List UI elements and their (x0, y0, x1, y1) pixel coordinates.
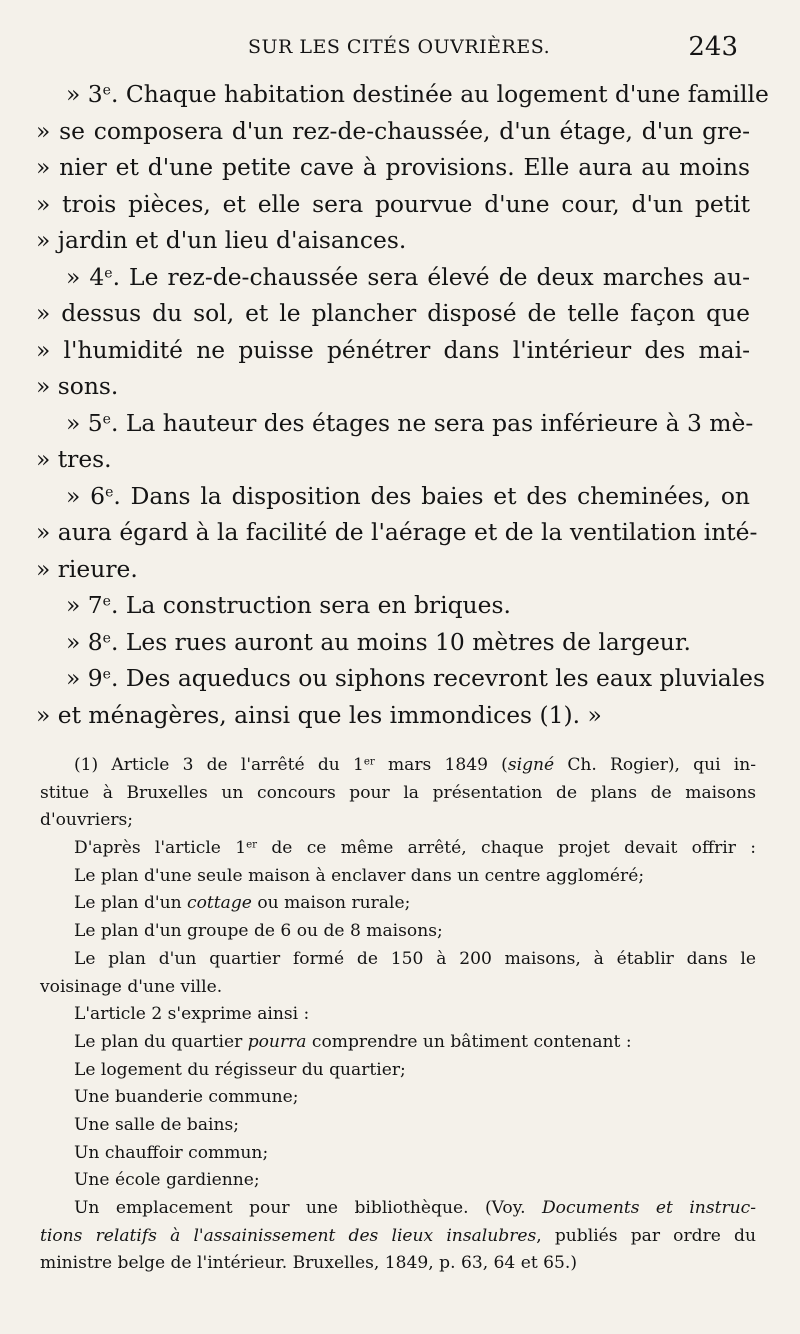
text-line: » dessus du sol, et le plancher disposé de telle façon que (36, 299, 750, 327)
text-line: » 9e. Des aqueducs ou siphons recevront les eaux pluviales (66, 664, 766, 692)
footnote-line: Le plan d'un quartier formé de 150 à 200 maisons, à établir dans le (74, 948, 756, 969)
text-line: » et ménagères, ainsi que les immondices (1). » (36, 700, 602, 729)
footnote-line: Une buanderie commune; (74, 1087, 299, 1108)
text-line: » 8e. Les rues auront au moins 10 mètres de largeur. (66, 627, 691, 656)
footnote-line: Un emplacement pour une bibliothèque. (Voy. Documents et instruc- (74, 1198, 756, 1218)
main-text (36, 76, 769, 733)
text-line: » trois pièces, et elle sera pourvue d'une cour, d'un petit (36, 189, 750, 218)
text-line: » aura égard à la facilité de l'aérage et de la ventilation inté- (36, 518, 758, 546)
footnote-line: voisinage d'une ville. (40, 976, 223, 997)
footnote-line: L'article 2 s'exprime ainsi : (74, 1004, 310, 1025)
footnote-line: d'ouvriers; (40, 810, 134, 831)
text-line: » 3e. Chaque habitation destinée au logement d'une famille (66, 80, 769, 108)
footnote-line: Le plan du quartier pourra comprendre un bâtiment contenant : (74, 1031, 632, 1052)
text-line: » 7e. La construction sera en briques. (66, 591, 511, 619)
footnote-line: Un chauffoir commun; (74, 1142, 269, 1163)
footnote-line: Le plan d'un cottage ou maison rurale; (74, 893, 411, 914)
text-line: » rieure. (36, 554, 138, 583)
footnote-line: (1) Article 3 de l'arrêté du 1er mars 1849 (signé Ch. Rogier), qui in- (74, 755, 757, 775)
page-number: 243 (688, 32, 738, 62)
text-line: » jardin et d'un lieu d'aisances. (36, 226, 407, 254)
page-header (248, 32, 738, 68)
text-line: » nier et d'une petite cave à provisions. Elle aura au moins (36, 153, 750, 181)
running-title: SUR LES CITÉS OUVRIÈRES. (248, 36, 551, 58)
footnote-line: stitue à Bruxelles un concours pour la présentation de plans de maisons (40, 782, 756, 803)
text-line: » tres. (36, 445, 112, 473)
footnote-line: Une école gardienne; (74, 1170, 260, 1191)
text-line: » l'humidité ne puisse pénétrer dans l'intérieur des mai- (36, 335, 750, 364)
text-line: » sons. (36, 372, 119, 400)
footnote-line: Le logement du régisseur du quartier; (74, 1059, 406, 1080)
footnote-line: Le plan d'une seule maison à enclaver dans un centre aggloméré; (74, 865, 645, 886)
footnote-line: Une salle de bains; (74, 1114, 240, 1135)
text-line: » 4e. Le rez-de-chaussée sera élevé de deux marches au- (66, 262, 750, 291)
text-line: » se composera d'un rez-de-chaussée, d'un étage, d'un gre- (36, 116, 750, 145)
footnote-line: Le plan d'un groupe de 6 ou de 8 maisons; (74, 921, 443, 942)
text-line: » 6e. Dans la disposition des baies et des cheminées, on (66, 481, 750, 510)
footnote (40, 752, 756, 1278)
footnote-line: D'après l'article 1er de ce même arrêté, chaque projet devait offrir : (74, 838, 756, 859)
footnote-line: ministre belge de l'intérieur. Bruxelles, 1849, p. 63, 64 et 65.) (40, 1253, 578, 1274)
text-line: » 5e. La hauteur des étages ne sera pas inférieure à 3 mè- (66, 408, 754, 437)
footnote-line: tions relatifs à l'assainissement des lieux insalubres, publiés par ordre du (40, 1225, 756, 1246)
